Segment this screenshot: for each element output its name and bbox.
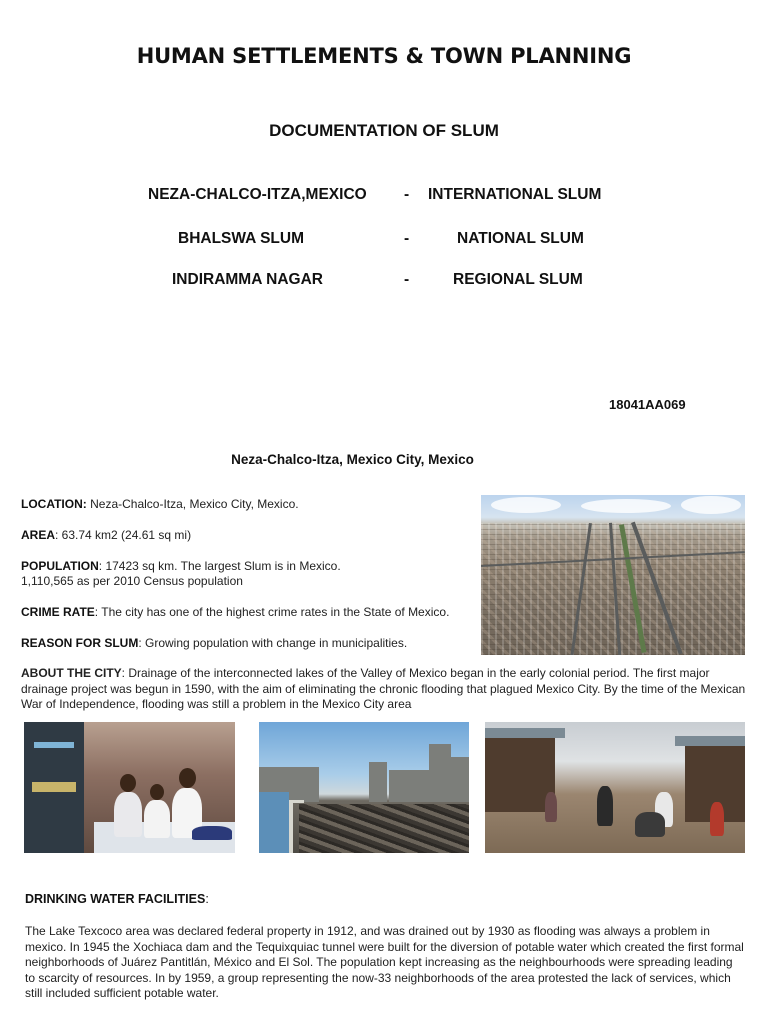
slum-separator: - xyxy=(404,230,410,247)
location-text: Neza-Chalco-Itza, Mexico City, Mexico. xyxy=(86,497,299,511)
slum-name: BHALSWA SLUM xyxy=(178,230,304,247)
population-label: POPULATION xyxy=(21,559,99,573)
water-paragraph: The Lake Texcoco area was declared federal property in 1912, and was drained out by 1930 as flooding was always a problem in mexico. In 1945 the Xochiaca dam and the Tequixquiac tunnel were built for the diversion of potable water which created the first formal neighborhoods of Juárez Pantitlán, México and El Sol. The population kept increasing as the neighbourhoods were spreading leading to scarcity of resources. In by 1959, a group representing the now-33 neighborhoods of the area protested the lack of services, which still included sufficient potable water. xyxy=(25,924,744,1000)
slum-type: REGIONAL SLUM xyxy=(453,271,583,288)
slum-street-photo xyxy=(485,722,745,853)
area-label: AREA xyxy=(21,528,56,542)
crime-label: CRIME RATE xyxy=(21,605,95,619)
slum-type: NATIONAL SLUM xyxy=(457,230,584,247)
reason-text: : Growing population with change in municipalities. xyxy=(138,636,408,650)
slum-name: NEZA-CHALCO-ITZA,MEXICO xyxy=(148,186,367,203)
about-city-paragraph xyxy=(21,666,749,713)
section-title: Neza-Chalco-Itza, Mexico City, Mexico xyxy=(231,452,474,467)
population-text: : 17423 sq km. The largest Slum is in Mexico. xyxy=(98,559,341,573)
ruins-photo xyxy=(259,722,469,853)
location-label: LOCATION: xyxy=(21,497,87,511)
reason-label: REASON FOR SLUM xyxy=(21,636,139,650)
location-line xyxy=(21,497,299,512)
slum-name: INDIRAMMA NAGAR xyxy=(172,271,323,288)
document-subtitle: DOCUMENTATION OF SLUM xyxy=(269,121,499,140)
water-heading xyxy=(25,892,209,906)
area-line xyxy=(21,528,191,543)
population-line xyxy=(21,559,341,589)
slum-type: INTERNATIONAL SLUM xyxy=(428,186,602,203)
water-heading-colon: : xyxy=(205,892,209,906)
crime-text: : The city has one of the highest crime rates in the State of Mexico. xyxy=(94,605,450,619)
water-heading-text: DRINKING WATER FACILITIES xyxy=(25,892,206,906)
area-text: : 63.74 km2 (24.61 sq mi) xyxy=(55,528,192,542)
aerial-city-photo xyxy=(481,495,745,655)
about-text: : Drainage of the interconnected lakes of the Valley of Mexico began in the early colonial period. The first major drainage project was begun in 1590, with the aim of eliminating the chronic flooding that plagued Mexico City. By the time of the Mexican War of Independence, flooding was still a problem in the Mexico City area xyxy=(21,666,746,711)
about-label: ABOUT THE CITY xyxy=(21,666,122,680)
population-census: 1,110,565 as per 2010 Census population xyxy=(21,574,243,588)
reason-line xyxy=(21,636,407,651)
slum-separator: - xyxy=(404,271,410,288)
document-title: HUMAN SETTLEMENTS & TOWN PLANNING xyxy=(136,44,632,68)
slum-separator: - xyxy=(404,186,410,203)
student-code: 18041AA069 xyxy=(609,397,686,412)
crime-line xyxy=(21,605,449,620)
slum-interior-photo xyxy=(24,722,235,853)
